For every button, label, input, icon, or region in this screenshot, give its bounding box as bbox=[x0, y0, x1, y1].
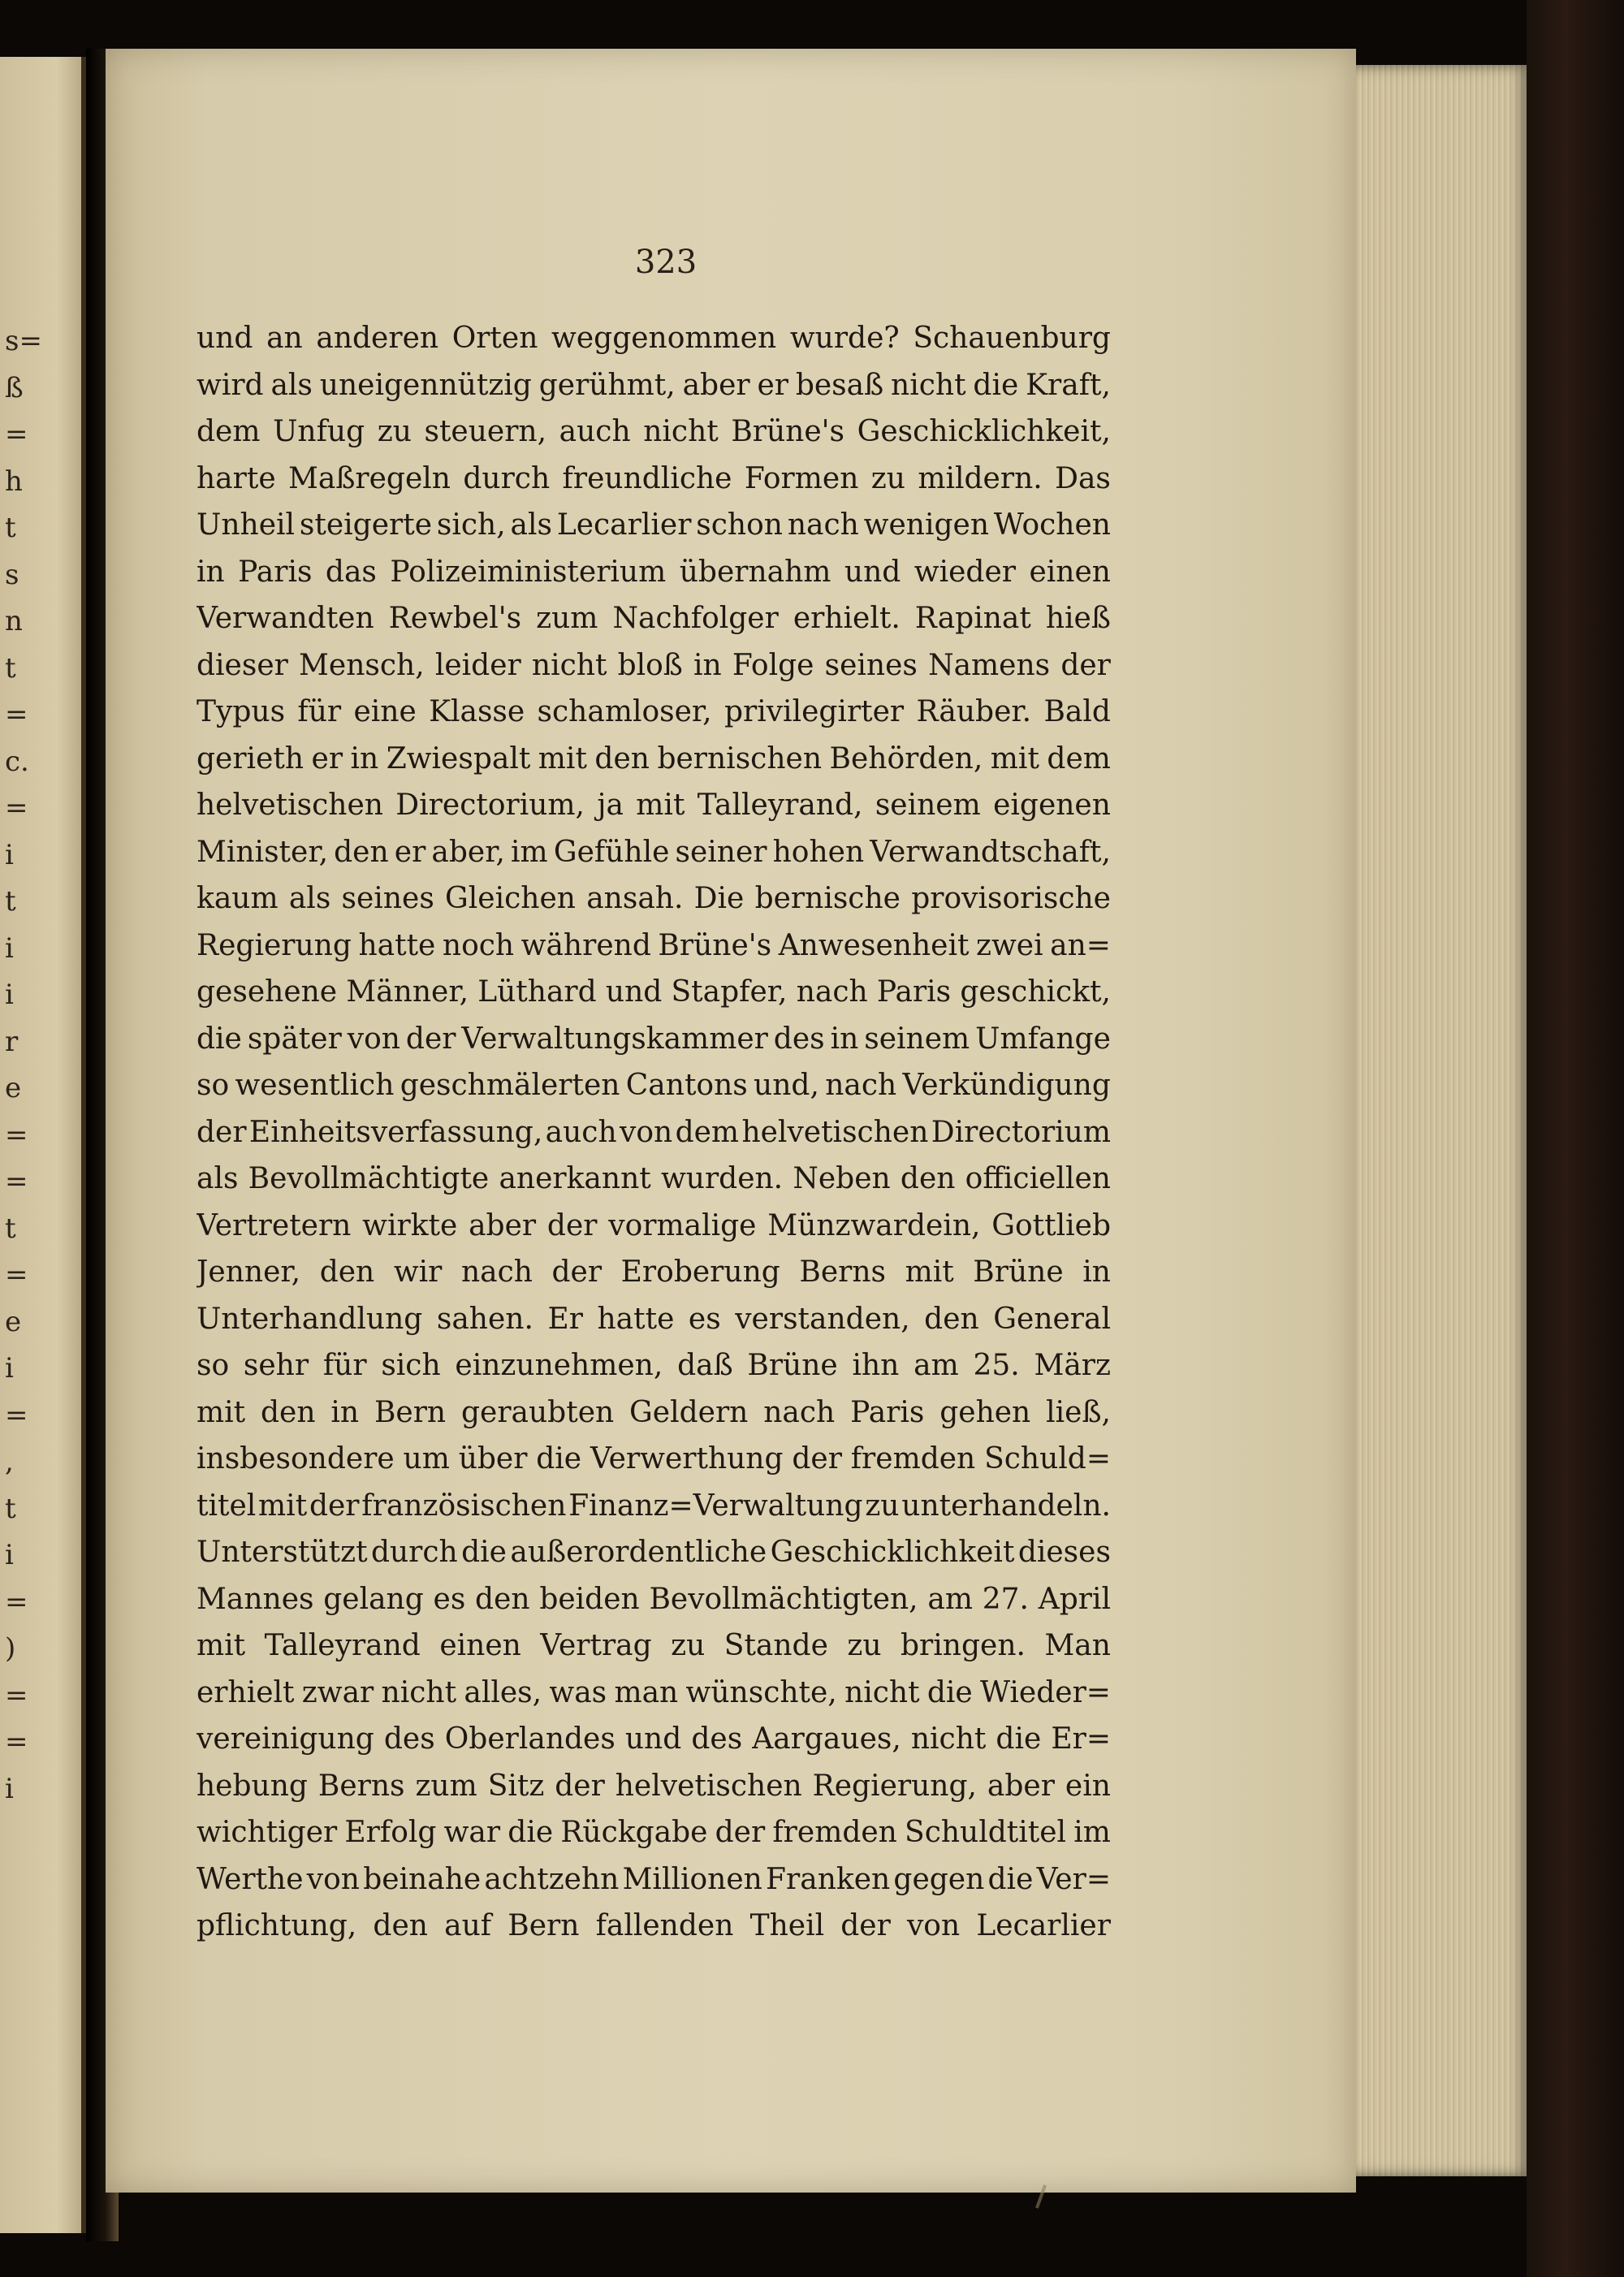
left-page-fragment: = bbox=[5, 1585, 28, 1618]
text-line: Unheil steigerte sich, als Lecarlier schon nach wenigen Wochen bbox=[197, 508, 1111, 542]
left-page-fragment: t bbox=[5, 885, 16, 918]
left-page-fragment: i bbox=[5, 838, 14, 871]
text-line: Werthe von beinahe achtzehn Millionen Franken gegen die Ver= bbox=[197, 1862, 1111, 1896]
left-page-fragment: s= bbox=[5, 325, 42, 357]
text-line: Regierung hatte noch während Brüne's Anwesenheit zwei an= bbox=[197, 928, 1111, 962]
text-line: erhielt zwar nicht alles, was man wünschte, nicht die Wieder= bbox=[197, 1675, 1111, 1709]
left-page-fragment: i bbox=[5, 931, 14, 965]
text-line: kaum als seines Gleichen ansah. Die bernische provisorische bbox=[197, 882, 1111, 915]
text-line: Minister, den er aber, im Gefühle seiner hohen Verwandtschaft, bbox=[197, 835, 1111, 869]
text-line: vereinigung des Oberlandes und des Aargaues, nicht die Er= bbox=[197, 1722, 1111, 1756]
left-page-fragment: i bbox=[5, 1539, 14, 1571]
left-page-fragment: e bbox=[5, 1305, 22, 1338]
text-line: gerieth er in Zwiespalt mit den bernischen Behörden, mit dem bbox=[197, 741, 1111, 776]
page-text bbox=[197, 315, 1111, 1950]
text-line: dem Unfug zu steuern, auch nicht Brüne's Geschicklichkeit, bbox=[197, 415, 1111, 448]
text-line: Typus für eine Klasse schamloser, privilegirter Räuber. Bald bbox=[197, 695, 1111, 728]
left-page-fragment: t bbox=[5, 512, 16, 544]
left-page-fragment: ) bbox=[5, 1632, 16, 1665]
left-page-fragment: = bbox=[5, 1679, 28, 1712]
left-page-fragment: r bbox=[5, 1025, 19, 1058]
left-page-fragment: , bbox=[5, 1445, 14, 1478]
left-page-fragment: = bbox=[5, 418, 28, 451]
text-line: Unterstützt durch die außerordentliche Geschicklichkeit dieses bbox=[197, 1536, 1111, 1569]
left-page-fragment: n bbox=[5, 605, 23, 637]
text-line: in Paris das Polizeiministerium übernahm und wieder einen bbox=[197, 555, 1111, 589]
left-page-fragment: i bbox=[5, 979, 14, 1011]
left-page-fragment: h bbox=[5, 464, 23, 498]
text-line: als Bevollmächtigte anerkannt wurden. Neben den officiellen bbox=[197, 1162, 1111, 1195]
backdrop bbox=[1527, 0, 1624, 2277]
text-line: harte Maßregeln durch freundliche Formen zu mildern. Das bbox=[197, 461, 1111, 495]
text-line: der Einheitsverfassung, auch von dem helvetischen Directorium bbox=[197, 1115, 1111, 1149]
left-page-fragment: s bbox=[5, 558, 19, 591]
text-line: Jenner, den wir nach der Eroberung Berns mit Brüne in bbox=[197, 1255, 1111, 1289]
text-line: hebung Berns zum Sitz der helvetischen Regierung, aber ein bbox=[197, 1769, 1111, 1803]
text-line: Mannes gelang es den beiden Bevollmächtigten, am 27. April bbox=[197, 1582, 1111, 1616]
left-page-fragment: c. bbox=[5, 745, 29, 778]
left-page-fragment: = bbox=[5, 792, 28, 824]
previous-page-edge bbox=[0, 57, 86, 2233]
left-page-fragment: t bbox=[5, 1212, 16, 1245]
text-line: insbesondere um über die Verwerthung der fremden Schuld= bbox=[197, 1442, 1111, 1476]
left-page-fragment: t bbox=[5, 1492, 16, 1525]
left-page-fragment: = bbox=[5, 1165, 28, 1198]
left-page-fragment: = bbox=[5, 1118, 28, 1151]
text-line: Vertretern wirkte aber der vormalige Münzwardein, Gottlieb bbox=[197, 1208, 1111, 1242]
left-page-fragment: t bbox=[5, 651, 16, 685]
page-number: 323 bbox=[634, 244, 698, 281]
text-line: und an anderen Orten weggenommen wurde? Schauenburg bbox=[197, 322, 1111, 355]
text-line: wichtiger Erfolg war die Rückgabe der fremden Schuldtitel im bbox=[197, 1816, 1111, 1849]
left-page-fragment: = bbox=[5, 1398, 28, 1432]
text-line: helvetischen Directorium, ja mit Talleyrand, seinem eigenen bbox=[197, 789, 1111, 822]
left-page-fragment: i bbox=[5, 1352, 14, 1385]
text-line: gesehene Männer, Lüthard und Stapfer, nach Paris geschickt, bbox=[197, 975, 1111, 1009]
left-page-fragment: e bbox=[5, 1072, 22, 1104]
left-page-fragment: ß bbox=[5, 371, 24, 404]
text-line: Unterhandlung sahen. Er hatte es verstanden, den General bbox=[197, 1302, 1111, 1336]
text-line: mit Talleyrand einen Vertrag zu Stande zu bringen. Man bbox=[197, 1629, 1111, 1662]
text-line: dieser Mensch, leider nicht bloß in Folge seines Namens der bbox=[197, 648, 1111, 682]
text-line: so wesentlich geschmälerten Cantons und, nach Verkündigung bbox=[197, 1069, 1111, 1102]
left-page-fragment: = bbox=[5, 1259, 28, 1291]
text-line: so sehr für sich einzunehmen, daß Brüne ihn am 25. März bbox=[197, 1349, 1111, 1382]
text-line: Verwandten Rewbel's zum Nachfolger erhielt. Rapinat hieß bbox=[197, 602, 1111, 635]
text-line: pflichtung, den auf Bern fallenden Theil der von Lecarlier bbox=[197, 1909, 1111, 1942]
text-line: die später von der Verwaltungskammer des in seinem Umfange bbox=[197, 1022, 1111, 1056]
left-page-fragment: = bbox=[5, 698, 28, 731]
left-page-fragment: i bbox=[5, 1772, 14, 1805]
text-line: mit den in Bern geraubten Geldern nach Paris gehen ließ, bbox=[197, 1395, 1111, 1429]
left-page-fragment: = bbox=[5, 1726, 28, 1758]
text-line: wird als uneigennützig gerühmt, aber er besaß nicht die Kraft, bbox=[197, 368, 1111, 402]
text-line: titel mit der französischen Finanz=Verwaltung zu unterhandeln. bbox=[197, 1488, 1111, 1523]
